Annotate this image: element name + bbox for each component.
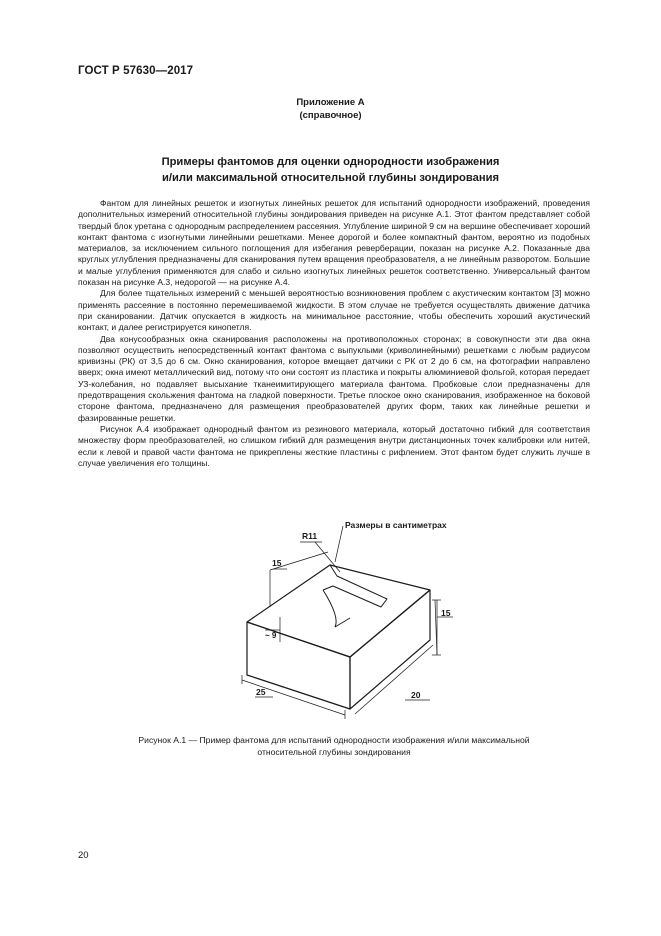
figure-phantom-drawing (225, 512, 485, 727)
dim-depth-label: ~ 9 (265, 631, 277, 640)
paragraph-4: Рисунок А.4 изображает однородный фантом из резинового материала, который достаточно гибкий для соответствия множеству форм преобразователей, но слишком гибкий для размещения внутри дистанционных точек калибровки или нитей, если к левой и правой части фантома не прикреплены жесткие пластины с рифлением. Этот фантом будет служить лучше в случае увеличения его толщины. (78, 423, 590, 468)
phantom-block-svg (225, 512, 485, 727)
dim-top-width-label: 15 (272, 558, 282, 568)
caption-line-1: Рисунок А.1 — Пример фантома для испытаний однородности изображения и/или максимальной (138, 735, 530, 745)
title-line-1: Примеры фантомов для оценки однородности изображения (161, 156, 500, 168)
appendix-title (0, 154, 661, 186)
groove-edge (335, 618, 350, 627)
figure-caption (78, 734, 590, 758)
page-number: 20 (78, 850, 89, 861)
paragraph-3: Два конусообразных окна сканирования расположены на противоположных сторонах; в совокупности эти два окна позволяют осуществить непосредственный контакт фантома с выпуклыми (криволинейными) решетками с любым радиусом кривизны (РК) от 3,5 до 6 см. Окно сканирования, которое вмещает датчики с РК от 2 до 6 см, на фотографии направлено вверх; окна имеют металлический вид, потому что они состоят из пластика и покрыты алюминиевой фольгой, которая передает УЗ-колебания, но подавляет высыхание тканеимитирующего материала фантома. Пробковые слои предназначены для предотвращения скольжения фантома на гладкой поверхности. Третье плоское окно сканирования, изображенное на боковой стороне фантома, предназначено для размещения преобразователей других форм, таких как линейные решетки и фазированные решетки. (78, 333, 590, 423)
appendix-label: Приложение А (296, 97, 365, 108)
body-text (78, 198, 590, 469)
figure-note: Размеры в сантиметрах (345, 520, 447, 530)
dim-height-label: 15 (441, 608, 451, 618)
dim-length-label: 25 (256, 687, 266, 697)
title-line-2: и/или максимальной относительной глубины зондирования (161, 172, 499, 184)
caption-line-2: относительной глубины зондирования (257, 747, 411, 757)
appendix-type: (справочное) (299, 110, 362, 121)
groove-curve (323, 590, 336, 627)
dim-width-label: 20 (411, 690, 421, 700)
paragraph-2: Для более тщательных измерений с меньшей вероятностью возникновения проблем с акустическим контактом [3] можно применять рассеяние в постоянно перемешиваемой жидкости. В этом случае не требуется осуществлять движение датчика при сканировании. Датчик опускается в жидкость на минимальное расстояние, чтобы обеспечить хороший акустический контакт, и далее регистрируется кинопетля. (78, 288, 590, 333)
radius-label: R11 (302, 531, 318, 541)
paragraph-1: Фантом для линейных решеток и изогнутых линейных решеток для испытаний однородности изображений, проведения дополнительных измерений относительной глубины зондирования приведен на рисунке А.1. Этот фантом представляет собой твердый блок уретана с однородным распределением рассеяния. Углубление шириной 9 см на вершине обеспечивает хороший контакт фантома с изогнутыми линейными решетками. Менее дорогой и более компактный фантом, вероятно из подобных материалов, за исключением сильного поглощения для избегания реверберации, показан на рисунке А.2. Показанные два круглых углубления предназначены для сканирования путем вращения преобразователя, а не линейным разворотом. Большие и малые углубления применяются для слабо и сильно изогнутых линейных решеток соответственно. Универсальный фантом показан на рисунке А.3, недорогой — на рисунке А.4. (78, 198, 590, 288)
block-top-face (247, 565, 430, 657)
document-standard-header: ГОСТ Р 57630—2017 (78, 65, 194, 77)
